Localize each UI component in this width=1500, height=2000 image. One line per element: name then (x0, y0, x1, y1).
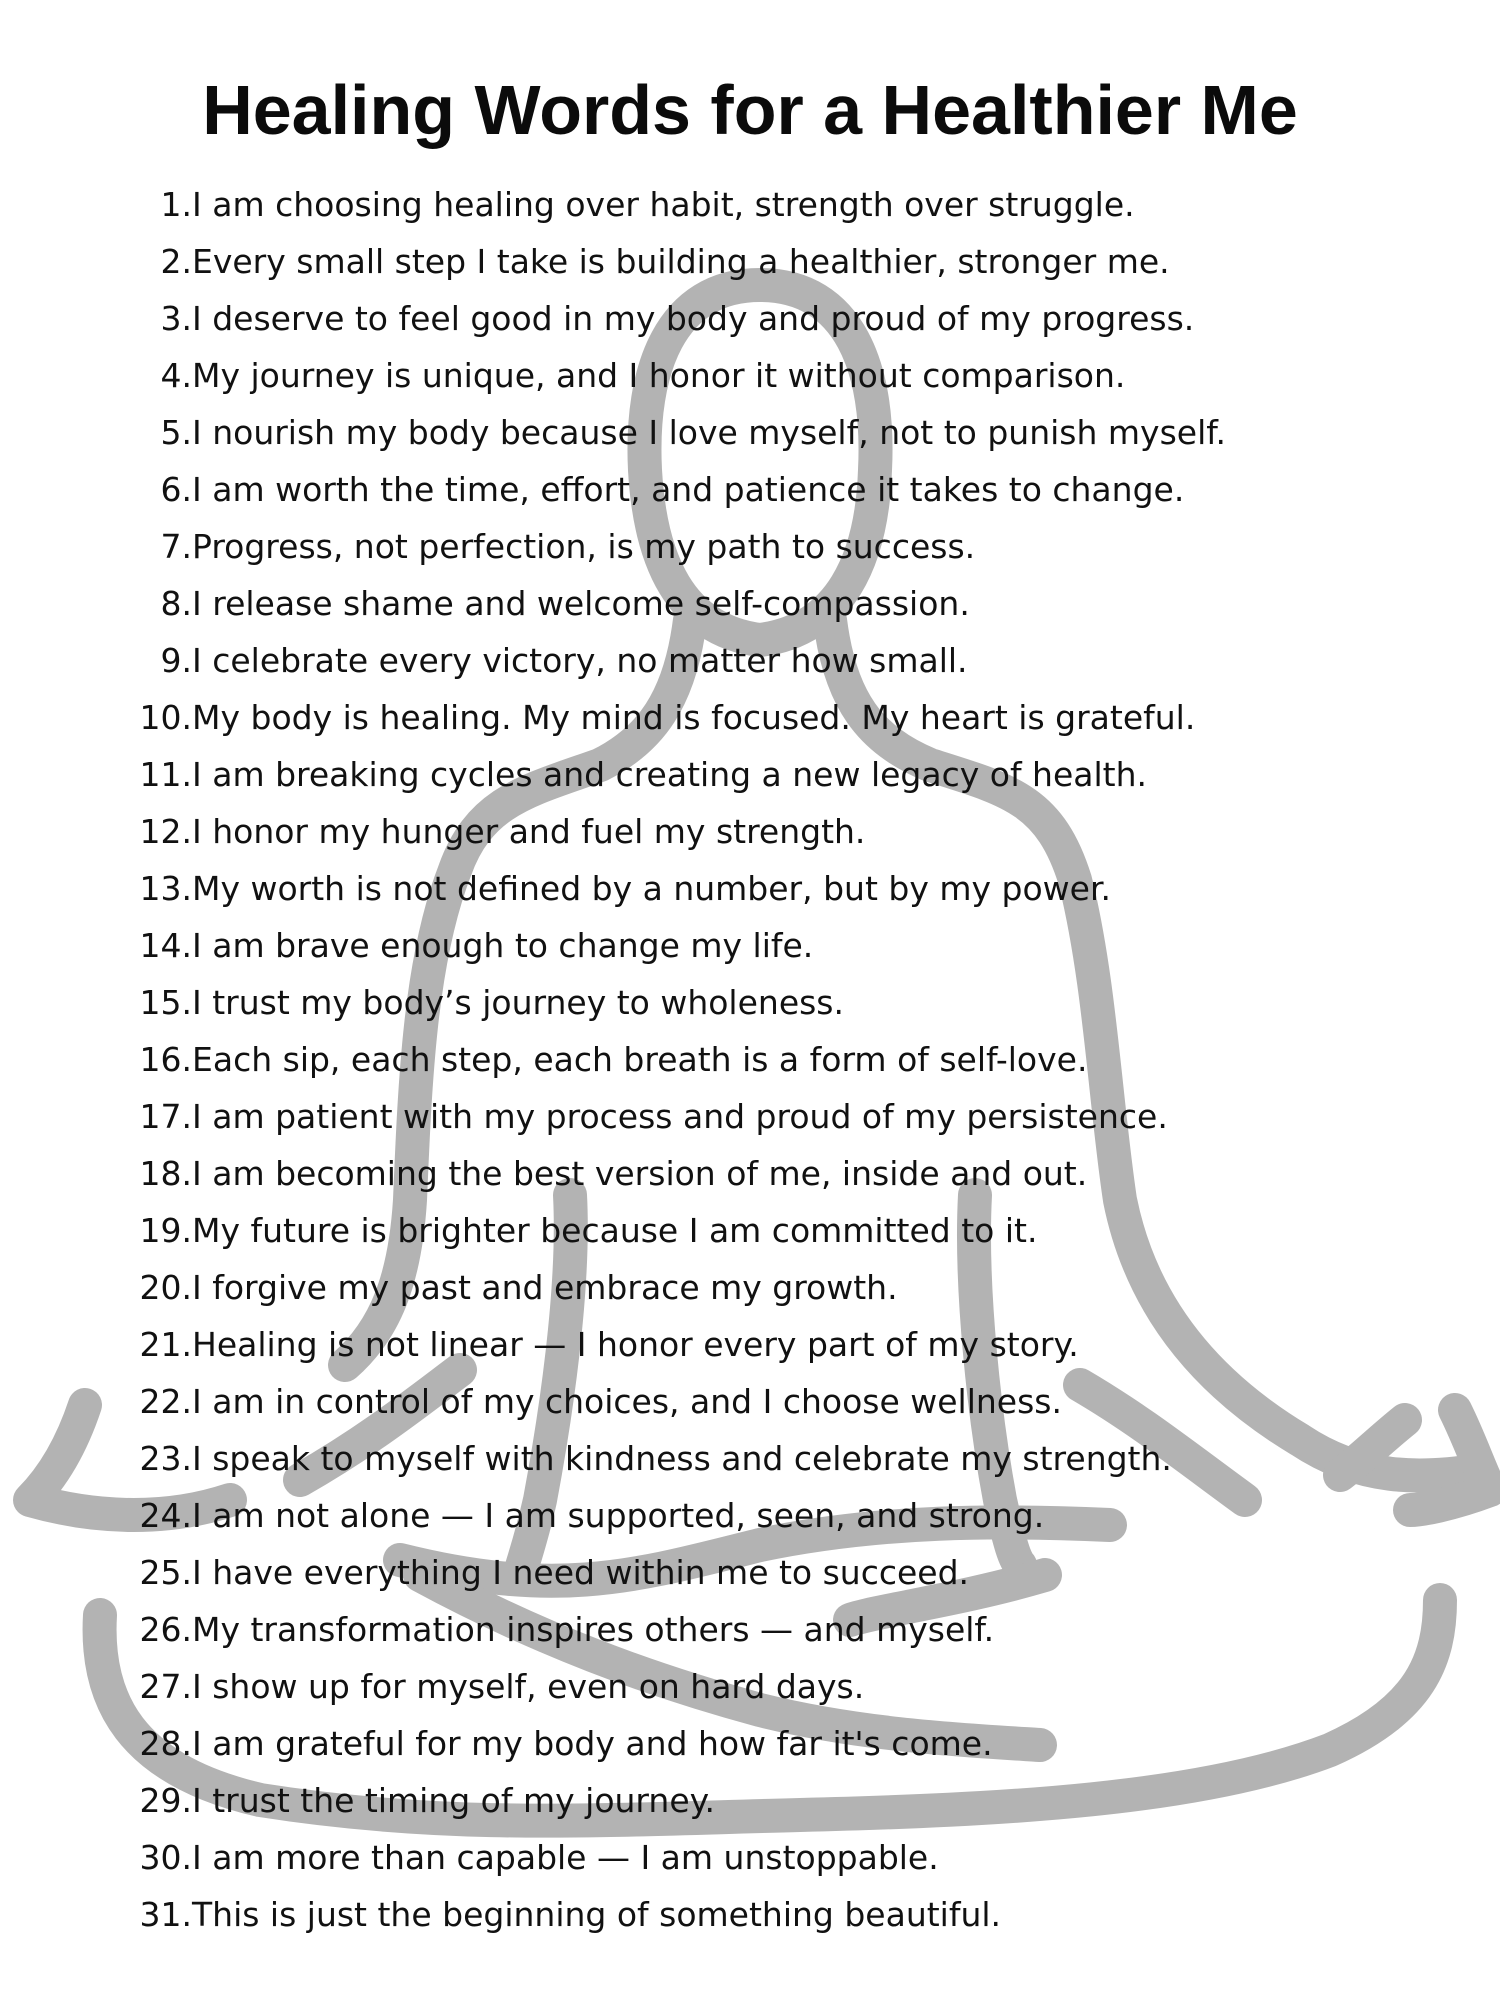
item-number: 17. (139, 1097, 192, 1136)
item-text: I trust the timing of my journey. (192, 1781, 715, 1820)
item-number: 1. (160, 185, 192, 224)
item-number: 23. (139, 1439, 192, 1478)
list-item (0, 1263, 1500, 1320)
item-number: 29. (139, 1781, 192, 1820)
list-item (0, 636, 1500, 693)
item-text: Healing is not linear — I honor every part of my story. (192, 1325, 1079, 1364)
item-number: 2. (160, 242, 192, 281)
item-text: I trust my body’s journey to wholeness. (192, 983, 844, 1022)
item-text: I am in control of my choices, and I choose wellness. (192, 1382, 1062, 1421)
item-text: I am worth the time, effort, and patience it takes to change. (192, 470, 1185, 509)
list-item (0, 1434, 1500, 1491)
item-number: 31. (139, 1895, 192, 1934)
item-text: My transformation inspires others — and myself. (192, 1610, 995, 1649)
item-number: 10. (139, 698, 192, 737)
list-item (0, 579, 1500, 636)
list-item (0, 1035, 1500, 1092)
list-item (0, 522, 1500, 579)
item-number: 5. (160, 413, 192, 452)
item-text: I honor my hunger and fuel my strength. (192, 812, 866, 851)
list-item (0, 408, 1500, 465)
item-text: Each sip, each step, each breath is a form of self-love. (192, 1040, 1088, 1079)
item-number: 6. (160, 470, 192, 509)
item-number: 18. (139, 1154, 192, 1193)
item-text: I nourish my body because I love myself, not to punish myself. (192, 413, 1226, 452)
list-item (0, 1092, 1500, 1149)
item-number: 22. (139, 1382, 192, 1421)
list-item (0, 750, 1500, 807)
item-number: 25. (139, 1553, 192, 1592)
list-item (0, 1890, 1500, 1947)
list-item (0, 1377, 1500, 1434)
item-text: My future is brighter because I am committed to it. (192, 1211, 1038, 1250)
affirmation-list (0, 180, 1500, 1947)
item-number: 7. (160, 527, 192, 566)
item-number: 15. (139, 983, 192, 1022)
item-text: I speak to myself with kindness and celebrate my strength. (192, 1439, 1172, 1478)
list-item (0, 807, 1500, 864)
item-text: I am breaking cycles and creating a new legacy of health. (192, 755, 1148, 794)
item-text: I am grateful for my body and how far it's come. (192, 1724, 993, 1763)
list-item (0, 1491, 1500, 1548)
item-number: 14. (139, 926, 192, 965)
item-number: 12. (139, 812, 192, 851)
list-item (0, 1719, 1500, 1776)
item-text: I am patient with my process and proud of my persistence. (192, 1097, 1168, 1136)
item-number: 20. (139, 1268, 192, 1307)
item-number: 30. (139, 1838, 192, 1877)
item-number: 13. (139, 869, 192, 908)
item-number: 4. (160, 356, 192, 395)
item-number: 19. (139, 1211, 192, 1250)
item-number: 21. (139, 1325, 192, 1364)
list-item (0, 1548, 1500, 1605)
list-item (0, 1776, 1500, 1833)
item-text: I show up for myself, even on hard days. (192, 1667, 865, 1706)
list-item (0, 237, 1500, 294)
list-item (0, 465, 1500, 522)
item-number: 26. (139, 1610, 192, 1649)
item-text: I have everything I need within me to succeed. (192, 1553, 970, 1592)
item-text: My worth is not defined by a number, but by my power. (192, 869, 1111, 908)
item-number: 11. (139, 755, 192, 794)
item-number: 28. (139, 1724, 192, 1763)
item-number: 16. (139, 1040, 192, 1079)
list-item (0, 1605, 1500, 1662)
item-text: I am choosing healing over habit, strength over struggle. (192, 185, 1135, 224)
list-item (0, 921, 1500, 978)
item-text: I am not alone — I am supported, seen, and strong. (192, 1496, 1045, 1535)
list-item (0, 1320, 1500, 1377)
list-item (0, 351, 1500, 408)
page-title: Healing Words for a Healthier Me (202, 71, 1298, 149)
item-text: I deserve to feel good in my body and proud of my progress. (192, 299, 1195, 338)
item-number: 27. (139, 1667, 192, 1706)
item-text: I forgive my past and embrace my growth. (192, 1268, 898, 1307)
item-text: I am more than capable — I am unstoppable. (192, 1838, 939, 1877)
item-text: Every small step I take is building a healthier, stronger me. (192, 242, 1170, 281)
item-text: I celebrate every victory, no matter how small. (192, 641, 968, 680)
list-item (0, 1149, 1500, 1206)
item-text: My body is healing. My mind is focused. My heart is grateful. (192, 698, 1196, 737)
item-text: I am brave enough to change my life. (192, 926, 814, 965)
item-text: This is just the beginning of something beautiful. (192, 1895, 1002, 1934)
list-item (0, 978, 1500, 1035)
list-item (0, 294, 1500, 351)
item-number: 24. (139, 1496, 192, 1535)
list-item (0, 864, 1500, 921)
list-item (0, 693, 1500, 750)
item-number: 8. (160, 584, 192, 623)
item-number: 9. (160, 641, 192, 680)
list-item (0, 1662, 1500, 1719)
list-item (0, 180, 1500, 237)
list-item (0, 1206, 1500, 1263)
list-item (0, 1833, 1500, 1890)
item-text: I am becoming the best version of me, inside and out. (192, 1154, 1088, 1193)
item-text: My journey is unique, and I honor it without comparison. (192, 356, 1126, 395)
item-text: I release shame and welcome self-compassion. (192, 584, 970, 623)
item-number: 3. (160, 299, 192, 338)
item-text: Progress, not perfection, is my path to success. (192, 527, 976, 566)
